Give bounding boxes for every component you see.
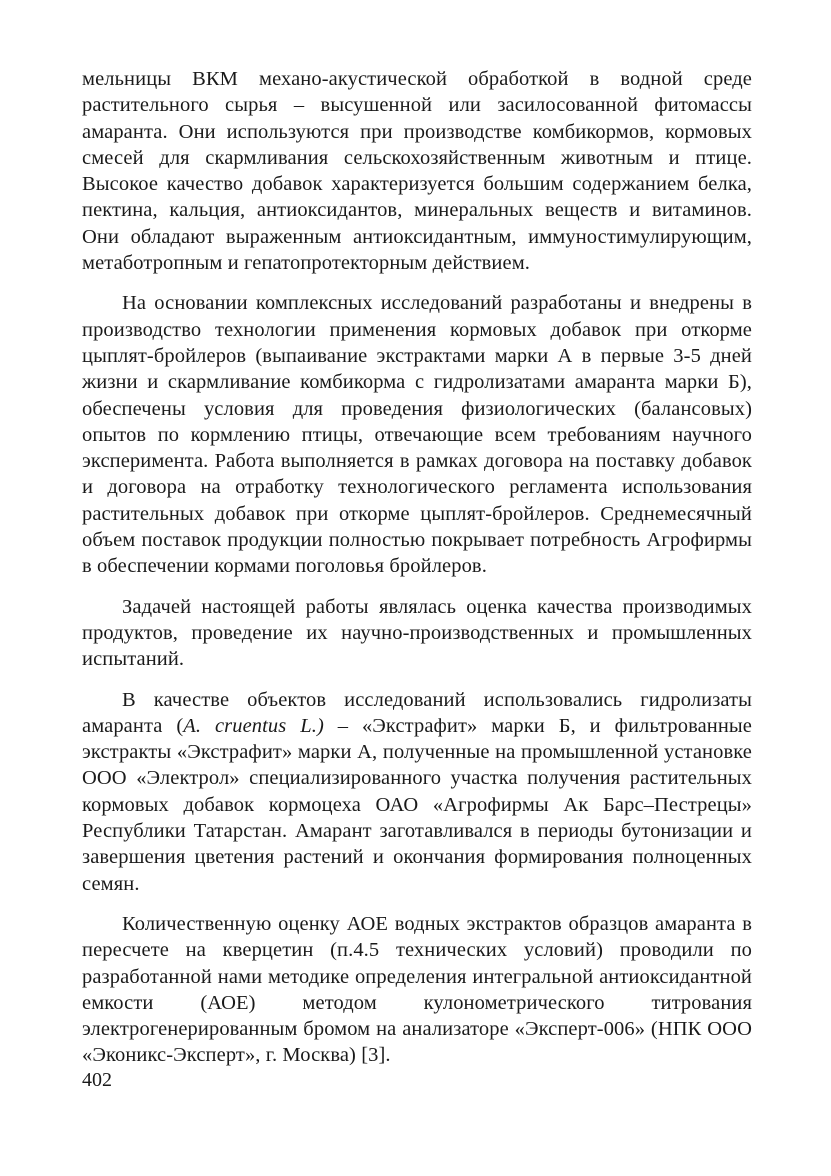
paragraph-method: Количественную оценку АОЕ водных экстрактов образцов амаранта в пересчете на кверцетин (п.4.5 технических условий) проводили по разработанной нами методике определения интегральной антиоксидантной емкости (АОЕ) методом кулонометрического титрования электрогенерированным бромом на анализаторе «Эксперт-006» (НПК ООО «Эконикс-Эксперт», г. Москва) [3]. xyxy=(82,912,752,1067)
species-name-italic: A. cruentus L.) xyxy=(183,714,324,737)
page-body xyxy=(82,66,752,1083)
paragraph-task: Задачей настоящей работы являлась оценка качества производимых продуктов, проведение их научно-производственных и промышленных испытаний. xyxy=(82,595,752,671)
page-number: 402 xyxy=(82,1069,112,1091)
paragraph-objects-text-2: – «Экстрафит» марки Б, и фильтрованные экстракты «Экстрафит» марки А, полученные на промышленной установке ООО «Электрол» специализированного участка получения растительных кормовых добавок кормоцеха ОАО «Агрофирмы Ак Барс–Пестрецы» Республики Татарстан. Амарант заготавливался в периоды бутонизации и завершения цветения растений и окончания формирования полноценных семян. xyxy=(82,714,752,895)
paragraph-objects-text-1: В качестве объектов исследований использовались гидролизаты амаранта ( xyxy=(82,688,752,737)
paragraph-objects xyxy=(82,687,752,897)
paragraph-technologies: На основании комплексных исследований разработаны и внедрены в производство технологии применения кормовых добавок при откорме цыплят-бройлеров (выпаивание экстрактами марки А в первые 3-5 дней жизни и скармливание комбикорма с гидролизатами амаранта марки Б), обеспечены условия для проведения физиологических (балансовых) опытов по кормлению птицы, отвечающие всем требованиям научного эксперимента. Работа выполняется в рамках договора на поставку добавок и договора на отработку технологического регламента использования растительных добавок при откорме цыплят-бройлеров. Среднемесячный объем поставок продукции полностью покрывает потребность Агрофирмы в обеспечении кормами поголовья бройлеров. xyxy=(82,292,752,578)
paragraph-continuation: мельницы ВКМ механо-акустической обработкой в водной среде растительного сырья – высушенной или засилосованной фитомассы амаранта. Они используются при производстве комбикормов, кормовых смесей для скармливания сельскохозяйственным животным и птице. Высокое качество добавок характеризуется большим содержанием белка, пектина, кальция, антиоксидантов, минеральных веществ и витаминов. Они обладают выраженным антиоксидантным, иммуностимулирующим, метаботропным и гепатопротекторным действием. xyxy=(82,68,752,275)
